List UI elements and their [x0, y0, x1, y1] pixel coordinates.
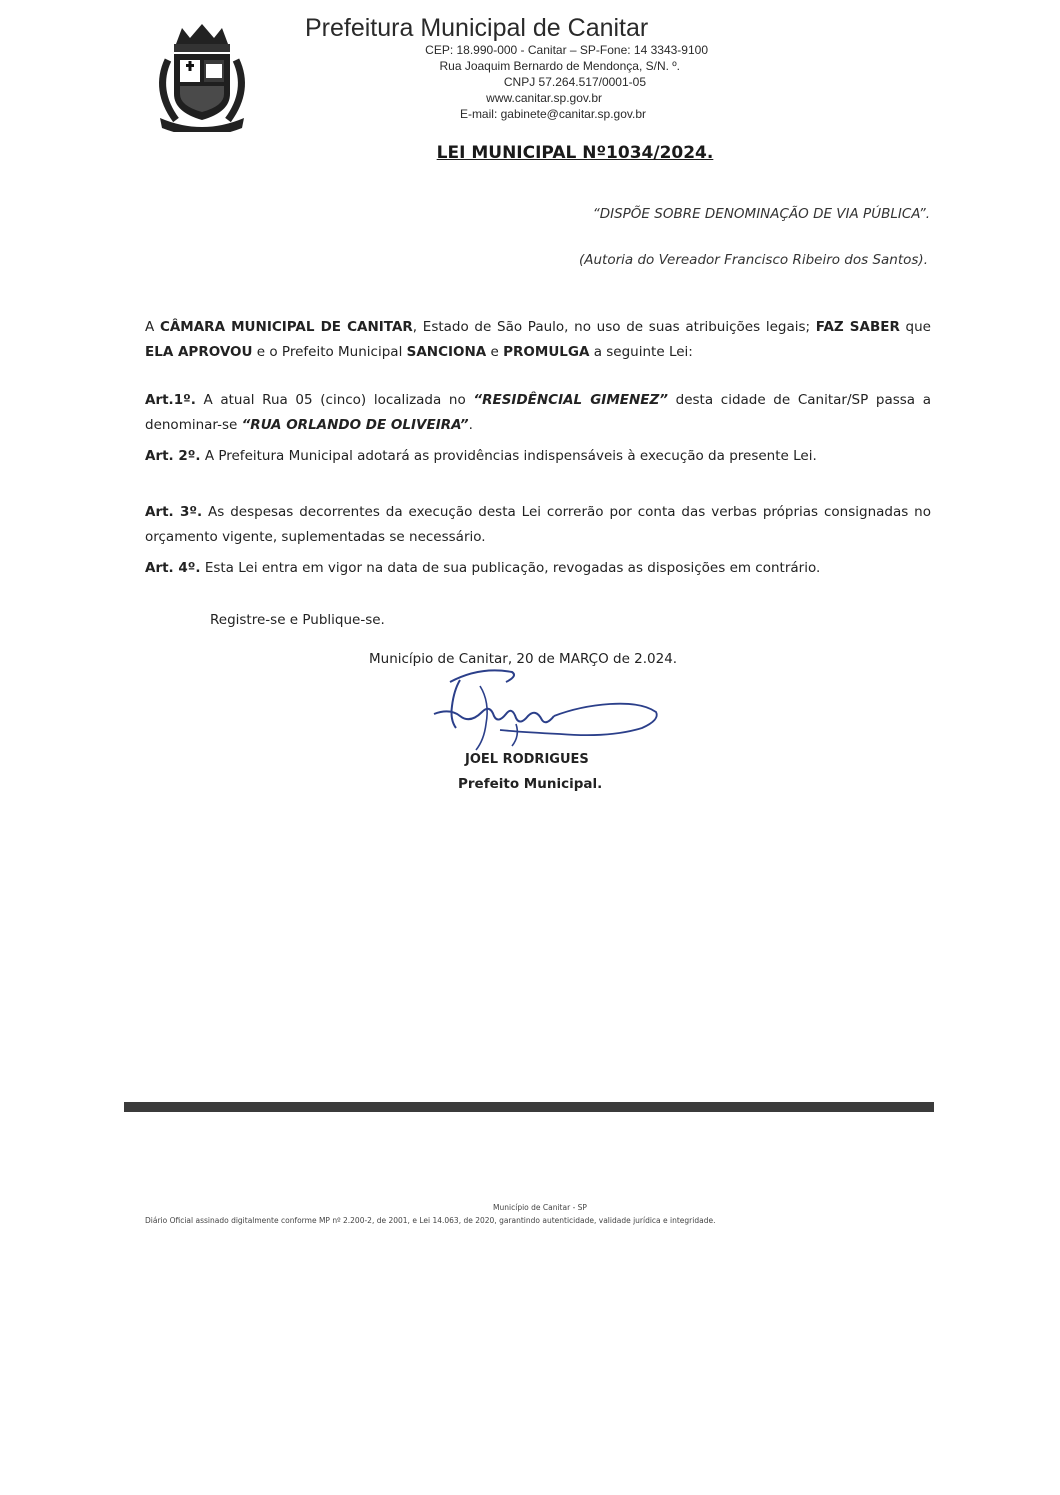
header-email-line: E-mail: gabinete@canitar.sp.gov.br: [459, 107, 646, 121]
header-website-line: www.canitar.sp.gov.br: [486, 91, 602, 105]
signatory-name: JOEL RODRIGUES: [465, 752, 589, 767]
article-1: Art.1º. A atual Rua 05 (cinco) localizada no “RESIDÊNCIAL GIMENEZ” desta cidade de Canitar/SP passa a denominar-se “RUA ORLANDO DE OLIVEIRA”.: [145, 392, 931, 433]
article-4: Art. 4º. Esta Lei entra em vigor na data de sua publicação, revogadas as disposições em contrário.: [145, 560, 821, 576]
preamble-paragraph: A CÂMARA MUNICIPAL DE CANITAR, Estado de São Paulo, no uso de suas atribuições legais; FAZ SABER que ELA APROVOU e o Prefeito Municipal SANCIONA e PROMULGA a seguinte Lei:: [145, 319, 931, 360]
article-2: Art. 2º. A Prefeitura Municipal adotará as providências indispensáveis à execução da presente Lei.: [145, 448, 817, 464]
law-ementa: “DISPÕE SOBRE DENOMINAÇÃO DE VIA PÚBLICA”.: [592, 206, 930, 222]
signatory-role: Prefeito Municipal.: [458, 776, 603, 792]
law-autoria: (Autoria do Vereador Francisco Ribeiro dos Santos).: [578, 252, 928, 268]
closing-formula: Registre-se e Publique-se.: [210, 612, 385, 628]
date-line: Município de Canitar, 20 de MARÇO de 2.024.: [369, 651, 678, 667]
footer-divider: [124, 1102, 934, 1112]
header-cnpj-line: CNPJ 57.264.517/0001-05: [503, 75, 646, 89]
law-title: LEI MUNICIPAL Nº1034/2024.: [436, 143, 714, 163]
org-title: Prefeitura Municipal de Canitar: [305, 14, 649, 42]
header-address-line: Rua Joaquim Bernardo de Mendonça, S/N. º.: [439, 59, 680, 73]
municipal-coat-of-arms-icon: [146, 20, 258, 132]
footer-certification: Diário Oficial assinado digitalmente conforme MP nº 2.200-2, de 2001, e Lei 14.063, de 2020, garantindo autenticidade, validade jurídica e integridade.: [145, 1216, 716, 1225]
footer-municipality: Município de Canitar - SP: [493, 1203, 587, 1212]
handwritten-signature-icon: [420, 662, 670, 762]
header-cep-line: CEP: 18.990-000 - Canitar – SP-Fone: 14 3343-9100: [425, 43, 708, 57]
article-3: Art. 3º. As despesas decorrentes da execução desta Lei correrão por conta das verbas próprias consignadas no orçamento vigente, suplementadas se necessário.: [145, 504, 931, 545]
